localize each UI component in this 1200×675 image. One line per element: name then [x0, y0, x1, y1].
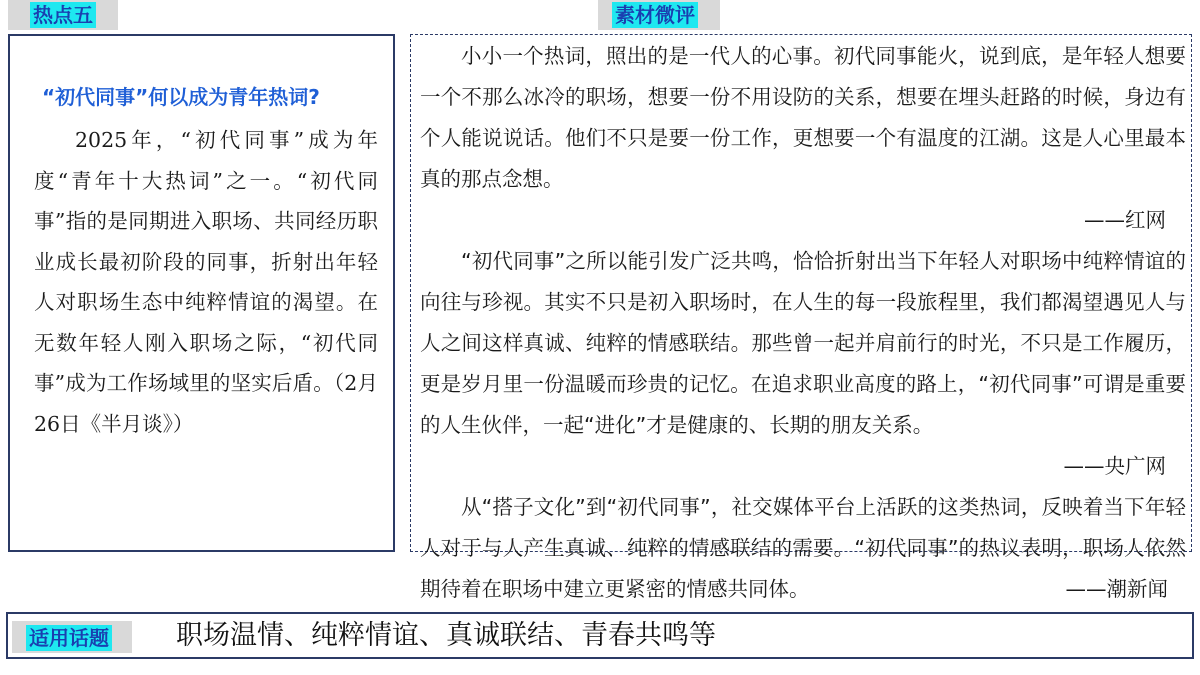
commentary-text-3: 从“搭子文化”到“初代同事”，社交媒体平台上活跃的这类热词，反映着当下年轻人对于与人产生真诚、纯粹的情感联结的需要。“初代同事”的热议表明，职场人依然期待着在职场中建立更紧密的情感共同体。	[420, 495, 1186, 601]
left-panel-body: 2025年，“初代同事”成为年度“青年十大热词”之一。“初代同事”指的是同期进入职场、共同经历职业成长最初阶段的同事，折射出年轻人对职场生态中纯粹情谊的渴望。在无数年轻人刚入职场之际，“初代同事”成为工作场域里的坚实后盾。（2月26日《半月谈》）	[34, 128, 378, 436]
commentary-paragraph-1	[420, 36, 1186, 200]
commentary-paragraph-3	[420, 487, 1186, 610]
topic-text: 职场温情、纯粹情谊、真诚联结、青春共鸣等	[176, 620, 716, 651]
topic-label: 适用话题	[26, 625, 112, 651]
commentary-text-1: 小小一个热词，照出的是一代人的心事。初代同事能火，说到底，是年轻人想要一个不那么冰冷的职场，想要一份不用设防的关系，想要在埋头赶路的时候，身边有个人能说说话。他们不只是要一份工作，更想要一个有温度的江湖。这是人心里最本真的那点念想。	[420, 44, 1186, 191]
left-panel-title: “初代同事”何以成为青年热词?	[42, 85, 320, 109]
commentary-source-1: ——红网	[1084, 208, 1166, 232]
left-section-tag: 热点五	[30, 2, 96, 28]
commentary-source-2: ——央广网	[1063, 454, 1166, 478]
right-section-tag: 素材微评	[612, 2, 698, 28]
commentary-paragraph-2	[420, 241, 1186, 446]
right-panel-text	[420, 36, 1186, 610]
commentary-source-3: ——潮新闻	[1065, 577, 1168, 601]
commentary-text-2: “初代同事”之所以能引发广泛共鸣，恰恰折射出当下年轻人对职场中纯粹情谊的向往与珍视。其实不只是初入职场时，在人生的每一段旅程里，我们都渴望遇见人与人之间这样真诚、纯粹的情感联结。那些曾一起并肩前行的时光，不只是工作履历，更是岁月里一份温暖而珍贵的记忆。在追求职业高度的路上，“初代同事”可谓是重要的人生伙伴，一起“进化”才是健康的、长期的朋友关系。	[420, 249, 1186, 437]
